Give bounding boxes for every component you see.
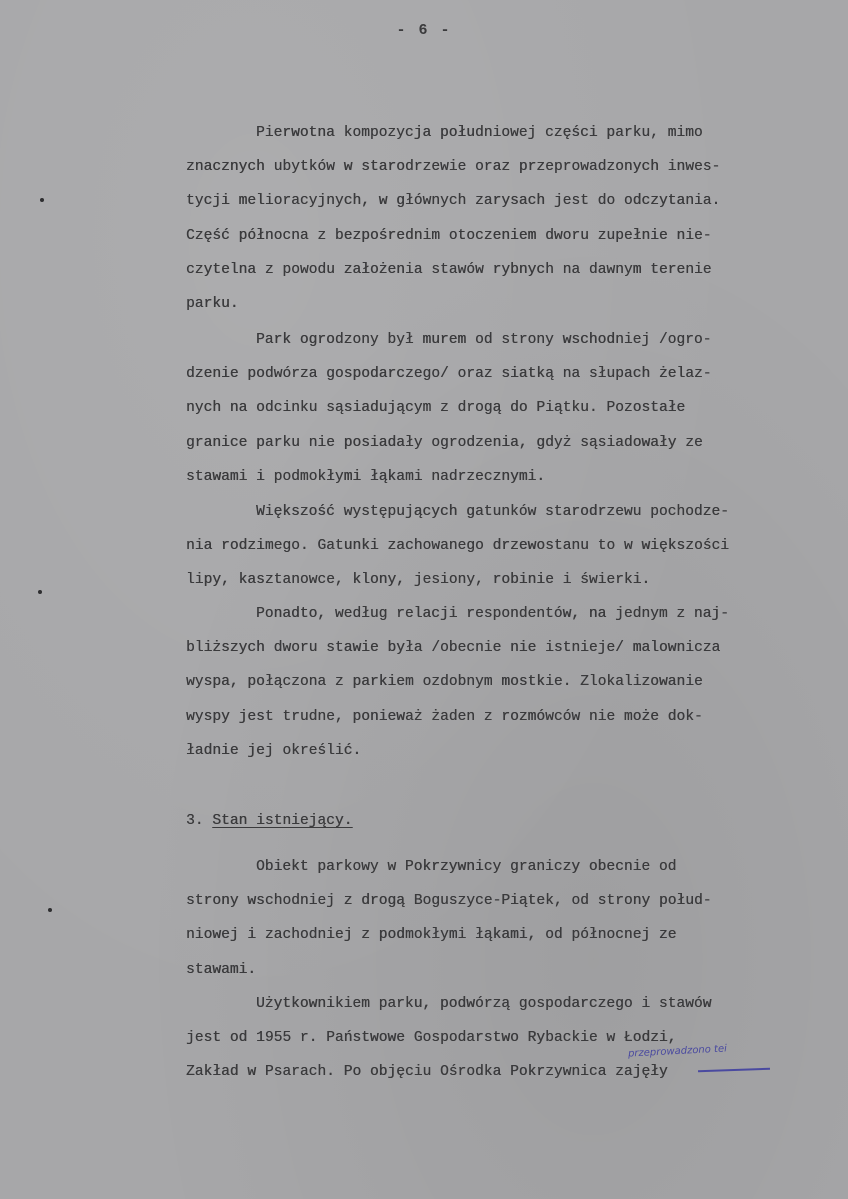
text-line: jest od 1955 r. Państwowe Gospodarstwo Rybackie w Łodzi, bbox=[186, 1030, 677, 1047]
text-line: Obiekt parkowy w Pokrzywnicy graniczy obecnie od bbox=[256, 859, 677, 875]
paragraph-5 bbox=[186, 850, 826, 987]
handwritten-note: przeprowadzono tei bbox=[627, 1043, 728, 1060]
text-line: ładnie jej określić. bbox=[186, 742, 362, 759]
text-line: granice parku nie posiadały ogrodzenia, gdyż sąsiadowały ze bbox=[186, 434, 703, 451]
text-line: strony wschodniej z drogą Boguszyce-Piątek, od strony połud- bbox=[186, 893, 712, 910]
text-line: Zakład w Psarach. Po objęciu Ośrodka Pokrzywnica zajęły bbox=[186, 1064, 668, 1081]
paragraph-3 bbox=[186, 495, 826, 598]
text-line: czytelna z powodu założenia stawów rybnych na dawnym terenie bbox=[186, 261, 712, 278]
section-title: Stan istniejący. bbox=[212, 813, 353, 829]
text-line: Użytkownikiem parku, podwórzą gospodarczego i stawów bbox=[256, 996, 712, 1012]
text-line: znacznych ubytków w starodrzewie oraz przeprowadzonych inwes- bbox=[186, 159, 721, 176]
page-number: - 6 - bbox=[396, 22, 452, 39]
paragraph-2 bbox=[186, 323, 826, 494]
section-number: 3. bbox=[186, 813, 204, 829]
text-line: dzenie podwórza gospodarczego/ oraz siatką na słupach żelaz- bbox=[186, 366, 712, 383]
text-line: wyspa, połączona z parkiem ozdobnym mostkie. Zlokalizowanie bbox=[186, 674, 703, 691]
paragraph-1 bbox=[186, 116, 826, 321]
text-line: stawami i podmokłymi łąkami nadrzecznymi. bbox=[186, 468, 546, 485]
text-line: Część północna z bezpośrednim otoczeniem dworu zupełnie nie- bbox=[186, 227, 712, 244]
paragraph-4 bbox=[186, 597, 826, 768]
text-line: lipy, kasztanowce, klony, jesiony, robinie i świerki. bbox=[186, 572, 651, 589]
margin-dot bbox=[48, 908, 52, 912]
text-line: nych na odcinku sąsiadującym z drogą do Piątku. Pozostałe bbox=[186, 400, 686, 417]
paragraph-6 bbox=[186, 987, 826, 1090]
margin-dot bbox=[40, 198, 44, 202]
text-line: Pierwotna kompozycja południowej części parku, mimo bbox=[256, 125, 703, 141]
text-line: Większość występujących gatunków starodrzewu pochodze- bbox=[256, 504, 729, 520]
section-heading bbox=[186, 804, 352, 838]
text-line: parku. bbox=[186, 295, 239, 312]
text-line: bliższych dworu stawie była /obecnie nie istnieje/ malownicza bbox=[186, 640, 721, 657]
text-line: wyspy jest trudne, ponieważ żaden z rozmówców nie może dok- bbox=[186, 708, 703, 725]
margin-dot bbox=[38, 590, 42, 594]
text-line: Park ogrodzony był murem od strony wschodniej /ogro- bbox=[256, 332, 712, 348]
text-line: Ponadto, według relacji respondentów, na jednym z naj- bbox=[256, 606, 729, 622]
text-line: niowej i zachodniej z podmokłymi łąkami, od północnej ze bbox=[186, 927, 677, 944]
text-line: tycji melioracyjnych, w głównych zarysach jest do odczytania. bbox=[186, 193, 721, 210]
text-line: stawami. bbox=[186, 961, 257, 978]
text-line: nia rodzimego. Gatunki zachowanego drzewostanu to w większości bbox=[186, 538, 729, 555]
